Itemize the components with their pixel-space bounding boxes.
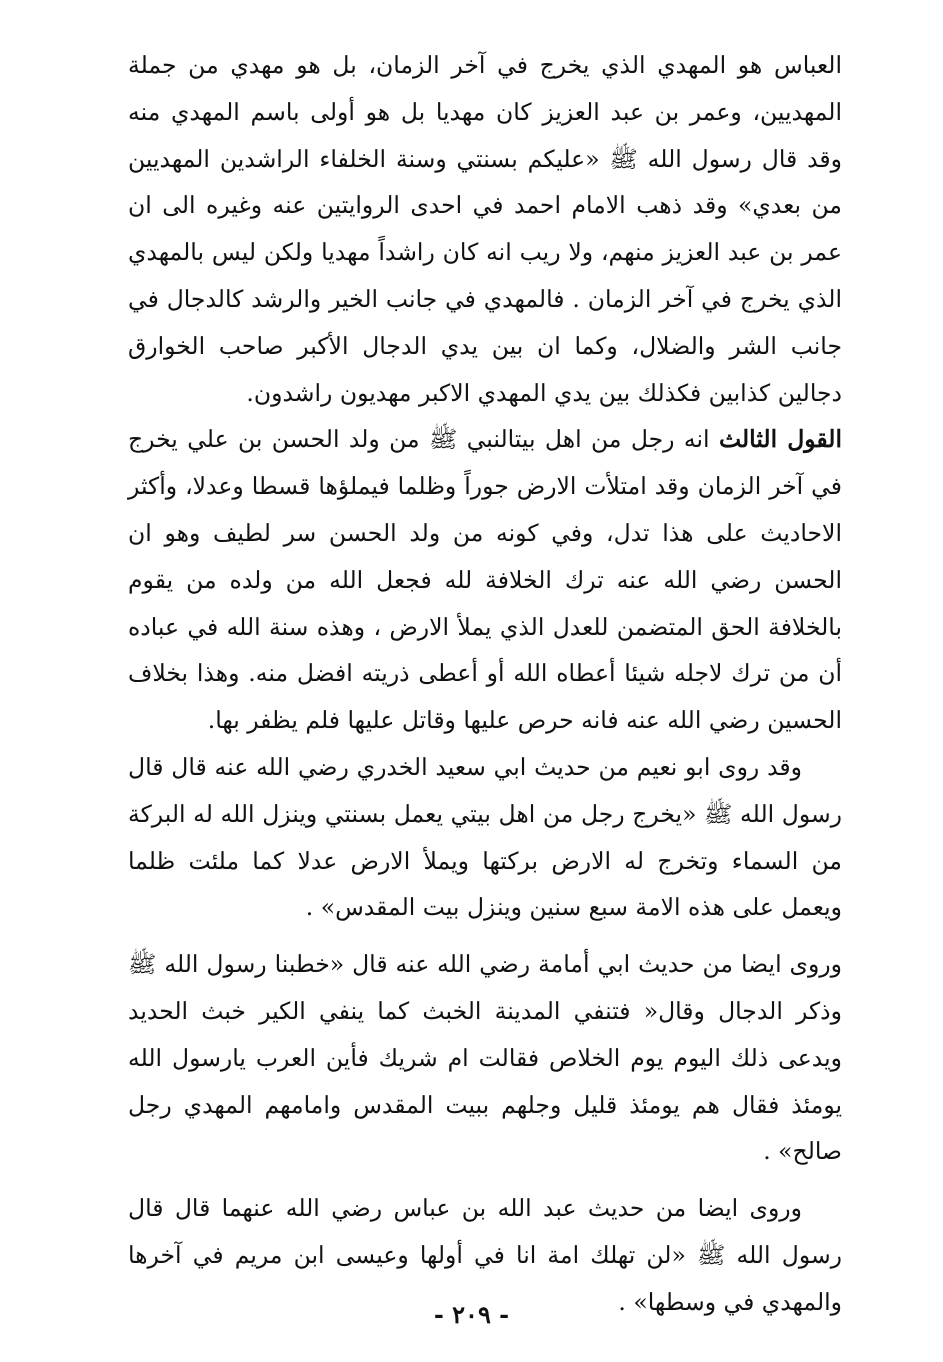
paragraph-5: وروى ايضا من حديث عبد الله بن عباس رضي الله عنهما قال قال رسول الله ﷺ «لن تهلك امة انا في أولها وعيسى ابن مريم في آخرها والمهدي في وسطها» . [128, 1194, 842, 1316]
page-body [128, 42, 842, 1326]
paragraph-3: وقد روى ابو نعيم من حديث ابي سعيد الخدري رضي الله عنه قال قال رسول الله ﷺ «يخرج رجل من اهل بيتي يعمل بسنتي وينزل الله له البركة من السماء وتخرج له الارض بركتها ويملأ الارض عدلا كما ملئت ظلما ويعمل على هذه الامة سبع سنين وينزل بيت المقدس» . [128, 752, 842, 922]
paragraph-4: وروى ايضا من حديث ابي أمامة رضي الله عنه قال «خطبنا رسول الله ﷺ وذكر الدجال وقال« فتنفي المدينة الخبث كما ينفي الكير خبث الحديد ويدعى ذلك اليوم يوم الخلاص فقالت ام شريك فأين العرب يارسول الله يومئذ فقال هم يومئذ قليل وجلهم ببيت المقدس وامامهم المهدي رجل صالح» . [128, 950, 842, 1166]
paragraph-1: العباس هو المهدي الذي يخرج في آخر الزمان، بل هو مهدي من جملة المهديين، وعمر بن عبد العزيز كان مهديا بل هو أولى باسم المهدي منه وقد قال رسول الله ﷺ «عليكم بسنتي وسنة الخلفاء الراشدين المهديين من بعدي» وقد ذهب الامام احمد في احدى الروايتين عنه وغيره الى ان عمر بن عبد العزيز منهم، ولا ريب انه كان راشداً مهديا ولكن ليس بالمهدي الذي يخرج في آخر الزمان . فالمهدي في جانب الخير والرشد كالدجال في جانب الشر والضلال، وكما ان بين يدي الدجال الأكبر صاحب الخوارق دجالين كذابين فكذلك بين يدي المهدي الاكبر مهديون راشدون. [128, 51, 842, 407]
paragraph-2-text: انه رجل من اهل بيتالنبي ﷺ من ولد الحسن بن علي يخرج في آخر الزمان وقد امتلأت الارض جوراً وظلما فيملؤها قسطا وعدلا، وأكثر الاحاديث على هذا تدل، وفي كونه من ولد الحسن سر لطيف وهو ان الحسن رضي الله عنه ترك الخلافة لله فجعل الله من ولده من يقوم بالخلافة الحق المتضمن للعدل الذي يملأ الارض ، وهذه سنة الله في عباده أن من ترك لاجله شيئا أعطاه الله أو أعطى ذريته افضل منه. وهذا بخلاف الحسين رضي الله عنه فانه حرص عليها وقاتل عليها فلم يظفر بها. [128, 425, 842, 735]
paragraph-2 [128, 416, 842, 744]
section-heading: القول الثالث [718, 425, 842, 454]
page-number: - ٢٠٩ - [433, 1300, 510, 1329]
